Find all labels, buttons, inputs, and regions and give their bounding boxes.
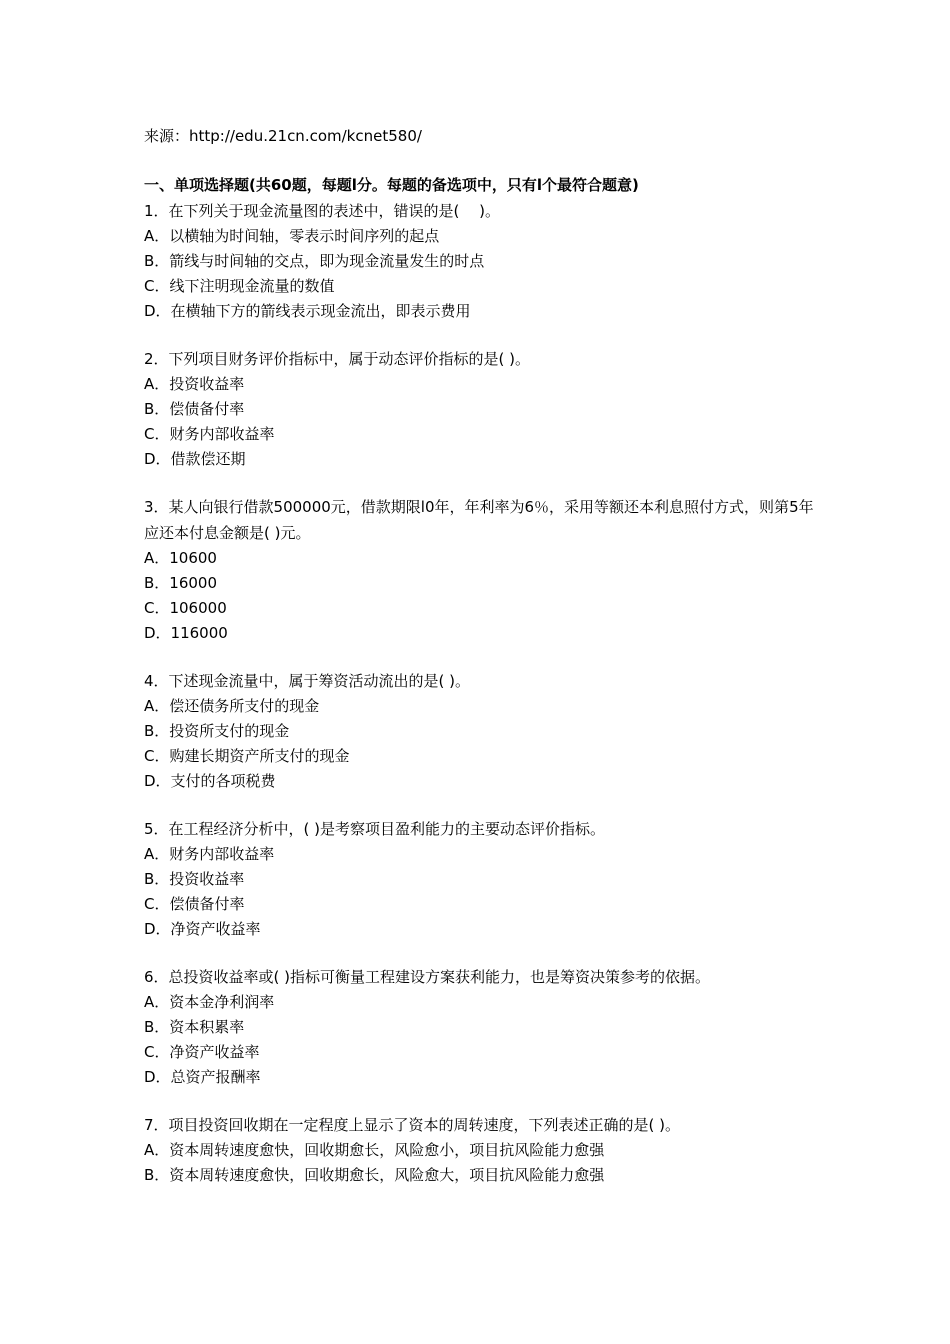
question-option: A．财务内部收益率 [144, 845, 275, 863]
question-option: C．财务内部收益率 [144, 425, 275, 443]
question-option: B．16000 [144, 574, 218, 592]
question-stem: 4．下述现金流量中，属于筹资活动流出的是( )。 [144, 672, 471, 690]
question-option: D．净资产收益率 [144, 920, 261, 938]
question-option: C．106000 [144, 599, 227, 617]
question-option: D．借款偿还期 [144, 450, 246, 468]
question-option: C．线下注明现金流量的数值 [144, 277, 335, 295]
question-stem: 2．下列项目财务评价指标中，属于动态评价指标的是( )。 [144, 350, 531, 368]
question-option: A．偿还债务所支付的现金 [144, 697, 320, 715]
question-option: A．投资收益率 [144, 375, 245, 393]
question-option: B．投资收益率 [144, 870, 245, 888]
document-page [144, 124, 824, 1210]
section-title: 一、单项选择题(共60题，每题l分。每题的备选项中，只有l个最符合题意) [144, 176, 639, 194]
question-stem: 3．某人向银行借款500000元，借款期限l0年，年利率为6％，采用等额还本利息照付方式，则第5年应还本付息金额是( )元。 [144, 498, 814, 542]
question-option: C．净资产收益率 [144, 1043, 260, 1061]
question-option: B．投资所支付的现金 [144, 722, 290, 740]
question-stem: 7．项目投资回收期在一定程度上显示了资本的周转速度，下列表述正确的是( )。 [144, 1116, 681, 1134]
question-option: B．偿债备付率 [144, 400, 245, 418]
question-5 [144, 816, 824, 942]
question-option: B．资本周转速度愈快，回收期愈长，风险愈大，项目抗风险能力愈强 [144, 1166, 605, 1184]
question-option: D．支付的各项税费 [144, 772, 276, 790]
question-option: D．总资产报酬率 [144, 1068, 261, 1086]
question-option: D．116000 [144, 624, 228, 642]
source-line: 来源：http://edu.21cn.com/kcnet580/ [144, 127, 422, 145]
question-option: B．箭线与时间轴的交点，即为现金流量发生的时点 [144, 252, 485, 270]
question-stem: 1．在下列关于现金流量图的表述中，错误的是( )。 [144, 202, 501, 220]
question-4 [144, 668, 824, 794]
question-list [144, 198, 824, 1188]
question-option: A．以横轴为时间轴，零表示时间序列的起点 [144, 227, 440, 245]
question-3 [144, 494, 824, 646]
question-option: A．资本周转速度愈快，回收期愈长，风险愈小，项目抗风险能力愈强 [144, 1141, 605, 1159]
question-stem: 6．总投资收益率或( )指标可衡量工程建设方案获利能力，也是筹资决策参考的依据。 [144, 968, 711, 986]
question-option: C．购建长期资产所支付的现金 [144, 747, 350, 765]
question-7 [144, 1112, 824, 1188]
question-option: A．资本金净利润率 [144, 993, 275, 1011]
question-option: C．偿债备付率 [144, 895, 245, 913]
question-2 [144, 346, 824, 472]
question-option: A．10600 [144, 549, 217, 567]
question-1 [144, 198, 824, 324]
question-option: D．在横轴下方的箭线表示现金流出，即表示费用 [144, 302, 471, 320]
question-6 [144, 964, 824, 1090]
question-stem: 5．在工程经济分析中，( )是考察项目盈利能力的主要动态评价指标。 [144, 820, 606, 838]
question-option: B．资本积累率 [144, 1018, 245, 1036]
